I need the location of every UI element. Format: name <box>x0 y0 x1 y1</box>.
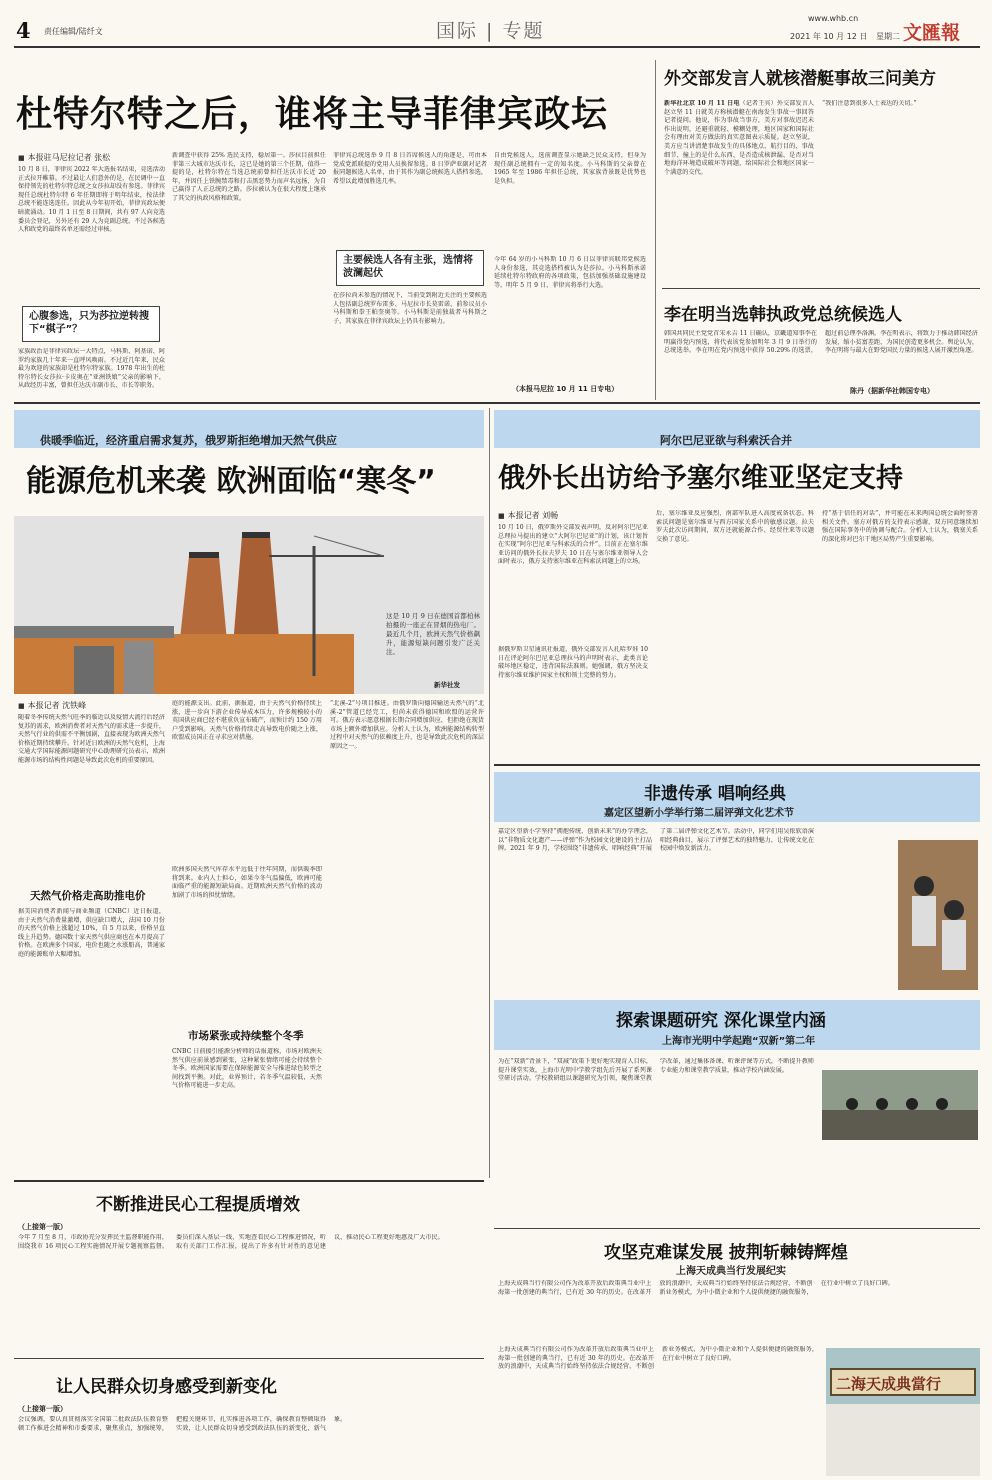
story6-text: 嘉定区望新小学坚持“拥抱传统、创新未来”的办学理念，以“非物质文化遗产——评弹”作为校园文化建设的主打品牌。2021 年 9 月，学校围绕“非遗传承，唱响经典”开展了第二届评弹文化艺术节。活动中，同学们用吴侬软语演唱经典曲目，展示了评弹艺术的独特魅力，让传统文化在校园中焕发新活力。 <box>498 828 814 853</box>
power-plant-photo <box>14 516 484 694</box>
story10-text: 会议强调，要认真贯彻落实全国第二批政法队伍教育整顿工作推进会精神和市委要求，聚焦重点，加强统筹，把握关键环节，扎实推进各项工作，确保教育整顿取得实效，让人民群众切身感受到政法队伍的新变化、新气象。 <box>18 1416 347 1432</box>
story4-sub2: 市场紧张或持续整个冬季 <box>188 1030 304 1042</box>
issue-date: 2021 年 10 月 12 日 <box>790 32 868 41</box>
section-rule-4 <box>14 1180 484 1182</box>
section-rule-5 <box>14 1358 484 1359</box>
story6-subheadline: 嘉定区望新小学举行第二届评弹文化艺术节 <box>604 808 794 819</box>
story5-col1-text: 10 月 10 日，俄罗斯外交部发表声明，反对阿尔巴尼亚总理拉马提出的建立“大阿尔巴尼亚”的计划，该计划旨在实现“阿尔巴尼亚与科索沃的合并”。目前正在塞尔维亚访问的俄外长拉夫罗夫 10 日在与塞尔维亚领导人会面时表示，俄方支持塞尔维亚在科索沃问题上的立场。 <box>498 524 648 566</box>
divider-mid <box>489 408 490 1178</box>
masthead <box>0 0 992 52</box>
story8-col-extra: 上海天成典当行有限公司作为改革开放后政策典当业中上海第一批创建的典当行，已有近 30 年的历史。在改革开放的浪潮中，天成典当行始终坚持依法合规经营，不断创新业务模式，为中小微企业和个人提供便捷的融资服务，在行业中树立了良好口碑。 <box>498 1346 818 1371</box>
story2-dateline: 新华社北京 10 月 11 日电 <box>664 100 740 107</box>
story1-col1b-text: 家族政治是菲律宾政坛一大特点，马科斯、阿基诺、阿罗约家族几十年来一直呼风唤雨。不过近几年来，民众最为欢迎的家族却是杜特尔特家族。1978 年出生的杜特尔特长女莎拉·卡皮奥在“亚洲铁娘”父亲的影响下，从政经历丰富，曾担任达沃市副市长、市长等职务。 <box>18 348 165 390</box>
story4-col3-text: “北溪-2”号项目推进。由俄罗斯向德国输送天然气的“北溪-2”管道已经完工，但尚未获得德国和欧盟的运营许可。俄方表示愿意根据长期合同增加供应，但拒绝在现货市场上额外增加供应。分析人士认为，欧洲能源结构转型过程中对天然气的依赖度上升，也是导致此次危机的深层原因之一。 <box>330 700 484 750</box>
story1-col3b-text: 在莎拉尚未参选的情况下，当前受到附近关注的主要候选人包括副总统罗布雷多、马尼拉市长莫雷诺、前参议员小马科斯和拳王帕奎奥等。小马科斯是前独裁者马科斯之子，其家族在菲律宾政坛上仍具有影响力。 <box>333 292 487 325</box>
story4-col2c-text: CNBC 日前援引能源分析师的话报道称，市场对欧洲天然气供应前景感到紧张，这种紧张情绪可能会持续整个冬季。欧洲国家需要在保障能源安全与推进绿色转型之间找到平衡。对此，业界预计，若冬季气温较低，天然气价格可能进一步走高。 <box>172 1048 322 1090</box>
story1-col3-text: 菲律宾总统选举 9 月 8 日首席候选人的角逐是，可由本党成党派联提的党用人员换留参选。8 日罗萨亚副对记者报同题候选人名单，由于其作为副总统候选人搭档参选，希望以此增加胜选几率。 <box>333 152 487 185</box>
story4-col1-text: 随着冬季传统天然气旺季的临近以及疫情大流行后经济复苏的需求，欧洲消费者对天然气的需求进一步提升，天然气行业的供需不平衡加剧，直接表现为欧洲天然气价格近期持续攀升。针对近日欧洲的天然气危机，上海交通大学国际能源问题研究中心助理研究员表示，欧洲能源市场的结构性问题是导致此次危机的重要原因。 <box>18 714 165 764</box>
story2-quote: “我们注意到很多人士表达的关切。” <box>822 100 917 107</box>
story7-text: 为在“双新”背景下，“双减”政策下更好地实现育人目标，提升课堂实效，上海市光明中学教学组先后开展了系列课堂研讨活动。学校教研组以课题研究为引领，聚焦课堂教学改革，通过集体备课、听课评课等方式，不断提升教师专业能力和课堂教学质量，推动学校内涵发展。 <box>498 1058 814 1083</box>
editors-line: 责任编辑/陆纤文 <box>44 27 103 36</box>
section-rule-1 <box>14 402 980 404</box>
section-rule-2 <box>494 764 980 766</box>
paper-logo: 文匯報 <box>903 22 961 44</box>
story1-col2-text: 新调查中获得 25% 选民支持，稳居第一。莎拉目前担任菲第三大城市达沃市长，这已是她的第三个任期，值得一提的是，杜特尔特在当选总统前曾担任达沃市长近 20 年，并因任上铁腕禁毒和打击黑恶势力而声名远扬，为自己赢得了人正总统的之路。莎拉被认为在很大程度上继承了其父的执政风格和政策。 <box>172 152 326 202</box>
story4-sub1: 天然气价格走高助推电价 <box>30 890 146 902</box>
story3-credit: 陈丹（据新华社韩国专电） <box>850 387 934 395</box>
story10-headline: 让人民群众切身感受到新变化 <box>56 1377 277 1397</box>
page-number: 4 <box>16 18 31 43</box>
photo-credit: 新华社发 <box>434 681 460 689</box>
story1-byline: ■ 本报驻马尼拉记者 张松 <box>18 152 110 163</box>
story8-headline: 攻坚克难谋发展 披荆斩棘铸辉煌 <box>604 1243 848 1263</box>
story4-col2b-text: 欧洲多国天然气库存水平远低于往年同期，而供暖季即将到来。业内人士担心，如果今冬气温偏低，欧洲可能面临严重的能源短缺局面。近期欧洲天然气价格的波动加剧了市场的担忧情绪。 <box>172 866 322 899</box>
story2-col2-text <box>822 100 978 284</box>
plant-building <box>14 634 354 694</box>
story2-col1-text <box>664 100 814 284</box>
classroom-illustration <box>822 1070 978 1140</box>
pingtan-photo <box>898 840 978 990</box>
story4-kicker: 供暖季临近，经济重启需求复苏，俄罗斯拒绝增加天然气供应 <box>40 434 337 447</box>
story5-kicker: 阿尔巴尼亚欲与科索沃合并 <box>660 434 792 447</box>
story1-col4-text: 自由党候选人，选前调查显示她缺乏民众支持，但身为现任副总统拥有一定的知名度。小马科斯的父亲曾在 1965 年至 1986 年担任总统，其家族背景既是优势也是负担。 <box>494 152 646 185</box>
story9-text: 今年 7 月至 8 月，市政协充分发挥民主监督职能作用，围绕我市 16 项民心工程实施情况开展专题视察监督。委员们深入基层一线，实地查看民心工程推进情况，听取有关部门工作汇报，提出了许多有针对性的意见建议，推动民心工程更好地惠及广大市民。 <box>18 1234 444 1250</box>
masthead-rule <box>14 46 980 48</box>
story2-rule <box>662 288 980 289</box>
story5-byline: ■ 本报记者 刘畅 <box>498 510 558 521</box>
story4-col2-text: 庭的能源支出。此前，据报道，由于天然气价格持续上涨，进一步向下游企业传导成本压力，许多规模较小的英国供应商已经不堪重负宣布破产，而预计约 150 万用户受到影响。天然气价格持续走高导致电价随之上涨，欧盟成员国正在寻求应对措施。 <box>172 700 322 742</box>
section-rule-3 <box>494 1228 980 1229</box>
story5-col1b-text: 据俄罗斯卫星通讯社报道，俄外交部发言人扎哈罗娃 10 日在评论阿尔巴尼亚总理拉马的声明时表示，此类言论破坏地区稳定，违背国际法准则。她强调，俄方坚决支持塞尔维亚维护国家主权和领土完整的努力。 <box>498 646 648 679</box>
story1-headline: 杜特尔特之后，谁将主导菲律宾政坛 <box>16 94 609 135</box>
story10-continued: （上接第一版） <box>18 1405 67 1413</box>
section-label: 国际 | 专题 <box>436 20 545 42</box>
story2-body: （记者王宾）外交部发言人赵立坚 11 日就美方称核潜艇在南海发生事故一事回答记者提问。他说，作为事故当事方，美方对事故迟迟未作出说明，还避重就轻、模糊处理，地区国家和国际社会有理由对美方做法的真实意图表示质疑。赵立坚说，美方应当讲清楚事故发生的具体地点、航行目的、事故细节、撞上的是什么东西、是否造成核泄漏、是否对当地海洋环境造成破坏等问题，给国际社会和地区国家一个满意的交代。 <box>664 100 814 176</box>
story3-headline: 李在明当选韩执政党总统候选人 <box>664 305 902 325</box>
issue-weekday: 星期二 <box>876 32 900 41</box>
story5-headline: 俄外长出访给予塞尔维亚坚定支持 <box>498 463 903 494</box>
story8-subheadline: 上海天成典当行发展纪实 <box>676 1266 786 1277</box>
story5-col3-text: 持“基于信任的对话”，并可能在未来两国总统会面时签署相关文件。塞方对俄方的支持表示感谢，双方同意继续加强在国际事务中的协调与配合。分析人士认为，俄塞关系的深化将对巴尔干地区局势产生重要影响。 <box>822 510 978 543</box>
story1-dateline: （本报马尼拉 10 月 11 日专电） <box>512 385 619 393</box>
pingtan-illustration <box>898 840 978 990</box>
photo-caption: 这是 10 月 9 日在德国首都柏林拍摄的一座正在冒烟的热电厂。最近几个月，欧洲天然气价格飙升，能源短缺问题引发广泛关注。 <box>386 612 480 656</box>
story6-headline: 非遗传承 唱响经典 <box>644 784 786 804</box>
pawnshop-photo <box>826 1348 980 1476</box>
story9-headline: 不断推进民心工程提质增效 <box>96 1195 300 1215</box>
story5-col2-text: 后，塞尔维亚反应强烈，南部军队进入高度戒备状态。科索沃问题是塞尔维亚与西方国家关系中的敏感议题。拉夫罗夫此次访问期间，双方还就能源合作、经贸往来等议题交换了意见。 <box>656 510 814 543</box>
story7-subheadline: 上海市光明中学起跑“双新”第二年 <box>662 1036 816 1047</box>
story4-byline: ■ 本报记者 沈铁峰 <box>18 700 86 711</box>
story1-col4b-text: 今年 64 岁的小马科斯 10 月 6 日以菲律宾联邦党候选人身份参选，其竞选搭档被认为是莎拉。小马科斯承诺延续杜特尔特政府的各项政策，包括加强基础设施建设等。明年 5 月 9 日，菲律宾将举行大选。 <box>494 256 646 289</box>
story8-text: 上海天成典当行有限公司作为改革开放后政策典当业中上海第一批创建的典当行，已有近 30 年的历史。在改革开放的浪潮中，天成典当行始终坚持依法合规经营，不断创新业务模式，为中小微企业和个人提供便捷的融资服务，在行业中树立了良好口碑。 <box>498 1280 894 1296</box>
classroom-photo <box>822 1070 978 1140</box>
story2-headline: 外交部发言人就核潜艇事故三问美方 <box>664 69 936 89</box>
pawnshop-storefront <box>826 1404 980 1476</box>
divider-right-column <box>655 60 656 400</box>
story1-col1-text: 10 月 8 日，菲律宾 2022 年大选报名结束，竞选活动正式拉开帷幕。不过最让人们意外的是，在民调中一直保持领先的杜特尔特总统之女莎拉却没有参选。菲律宾现任总统杜特尔特 6 年任期即将于明年结束，按法律总统不能连选连任。因此从今年初开始，菲律宾政坛便暗流涌动。10 月 1 日至 8 日期间，共有 97 人向竞选委员会登记，另外还有 29 人为竞副总统。不过各候选人和政党的最终名单还需经过审核。 <box>18 166 165 234</box>
story1-box2: 主要候选人各有主张，选情将波澜起伏 <box>336 250 484 286</box>
story3-text: 韩国共同民主党党首宋永吉 11 日确认，京畿道知事李在明赢得党内预选，将代表该党参加明年 3 月 9 日举行的总统选举。李在明在党内预选中获得 50.29% 的选票，超过前总理李洛渊。李在明表示，将致力于推动韩国经济发展，缩小贫富差距，为国民创造更多机会。舆论认为，李在明将与最大在野党国民力量的候选人展开激烈角逐。 <box>664 330 978 355</box>
story4-headline: 能源危机来袭 欧洲面临“寒冬” <box>26 464 436 499</box>
pawnshop-sign-text: 二海天成典當行 <box>836 1375 942 1393</box>
story7-headline: 探索课题研究 深化课堂内涵 <box>616 1011 826 1031</box>
site-url: www.whb.cn <box>808 14 859 23</box>
story9-continued: （上接第一版） <box>18 1223 67 1231</box>
story4-col1b-text: 据美国消费者新闻与商业频道（CNBC）近日报道，由于天然气消费量激增，供应缺口增大，法国 10 月份的天然气价格上涨超过 10%，自 5 月以来，价格呈直线上升趋势。德国数十家天然气供应商也在本月提高了价格。在欧洲多个国家，电价也随之水涨船高，普通家庭的能源账单大幅增加。 <box>18 908 165 958</box>
story1-box1: 心腹参选，只为莎拉逆转搜下“棋子”？ <box>22 306 160 342</box>
